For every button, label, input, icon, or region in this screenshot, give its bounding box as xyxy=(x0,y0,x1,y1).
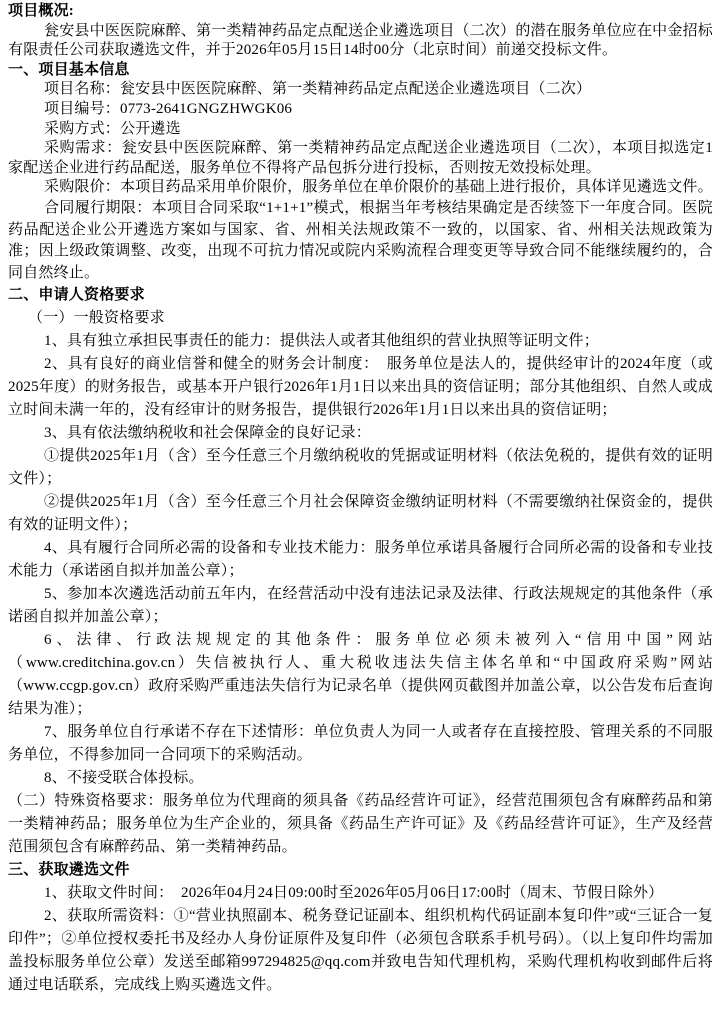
procurement-method-label: 采购方式： xyxy=(44,120,121,137)
procurement-method-line xyxy=(8,120,713,140)
qualification-item-7: 7、服务单位自行承诺不存在下述情形：单位负责人为同一人或者存在直接控股、管理关系的不同服务单位，不得参加同一合同项下的采购活动。 xyxy=(8,724,713,764)
qualification-item-1: 1、具有独立承担民事责任的能力：提供法人或者其他组织的营业执照等证明文件； xyxy=(44,333,599,350)
obtain-documents-item-1: 1、获取文件时间： 2026年04月24日09:00时至2026年05月06日17:00时（周末、节假日除外） xyxy=(44,885,664,902)
project-number-value: 0773-2641GNGZHWGK06 xyxy=(120,100,293,117)
contract-term-label: 合同履行期限： xyxy=(44,199,152,216)
price-limit-label: 采购限价： xyxy=(44,179,121,196)
qualifications-heading: 二、申请人资格要求 xyxy=(8,287,145,304)
tax-record-item-2: ②提供2025年1月（含）至今任意三个月社会保障资金缴纳证明材料（不需要缴纳社保资金的，提供有效的证明文件）； xyxy=(8,494,713,534)
basic-info-section xyxy=(8,61,713,285)
qualification-item-6: 6、法律、行政法规规定的其他条件：服务单位必须未被列入“信用中国”网站（www.creditchina.gov.cn）失信被执行人、重大税收违法失信主体名单和“中国政府采购”网站（www.ccgp.gov.cn）政府采购严重违法失信行为记录名单（提供网页截图并加盖公章，以公告发布后查询结果为准）； xyxy=(8,632,713,718)
special-qualifications-label: （二）特殊资格要求： xyxy=(8,793,163,810)
procurement-demand-line xyxy=(8,139,713,178)
special-qualifications-line xyxy=(8,790,713,859)
tax-record-item-1: ①提供2025年1月（含）至今任意三个月缴纳税收的凭据或证明材料（依法免税的，提供有效的证明文件）； xyxy=(8,448,713,488)
overview-section xyxy=(8,2,713,61)
project-number-line xyxy=(8,100,713,120)
price-limit-value: 本项目药品采用单价限价，服务单位在单价限价的基础上进行报价，具体详见遴选文件。 xyxy=(120,179,713,196)
contract-term-line xyxy=(8,198,713,284)
qualifications-section xyxy=(8,284,713,859)
qualification-item-8: 8、不接受联合体投标。 xyxy=(44,770,204,787)
qualification-item-2: 2、具有良好的商业信誉和健全的财务会计制度： 服务单位是法人的，提供经审计的2024年度（或2025年度）的财务报告，或基本开户银行2026年1月1日以来出具的资信证明；部分其他组织、自然人或成立时间未满一年的，没有经审计的财务报告，提供银行2026年1月1日以来出具的资信证明； xyxy=(8,356,713,419)
obtain-documents-section xyxy=(8,859,713,997)
overview-text: 瓮安县中医医院麻醉、第一类精神药品定点配送企业遴选项目（二次）的潜在服务单位应在中金招标有限责任公司获取遴选文件，并于2026年05月15日14时00分（北京时间）前递交投标文件。 xyxy=(8,22,713,59)
project-name-value: 瓮安县中医医院麻醉、第一类精神药品定点配送企业遴选项目（二次） xyxy=(120,81,592,98)
special-qualifications-value: 服务单位为代理商的须具备《药品经营许可证》，经营范围须包含有麻醉药品和第一类精神药品；服务单位为生产企业的，须具备《药品生产许可证》及《药品经营许可证》，生产及经营范围须包含有麻醉药品、第一类精神药品。 xyxy=(8,793,713,856)
obtain-documents-heading: 三、获取遴选文件 xyxy=(8,862,130,879)
qualification-item-3: 3、具有依法缴纳税收和社会保障金的良好记录： xyxy=(44,425,371,442)
project-name-label: 项目名称： xyxy=(44,81,121,98)
qualification-item-4: 4、具有履行合同所必需的设备和专业技术能力：服务单位承诺具备履行合同所必需的设备和专业技术能力（承诺函自拟并加盖公章）； xyxy=(8,540,713,580)
general-qualifications-heading: （一）一般资格要求 xyxy=(28,310,165,327)
qualification-item-5: 5、参加本次遴选活动前五年内，在经营活动中没有违法记录及法律、行政法规规定的其他条件（承诺函自拟并加盖公章）； xyxy=(8,586,713,626)
contract-term-value: 本项目合同采取“1+1+1”模式，根据当年考核结果确定是否续签下一年度合同。医院药品配送企业公开遴选方案如与国家、省、州相关法规政策不一致的，以国家、省、州相关法规政策为准；因上级政策调整、改变，出现不可抗力情况或院内采购流程合理变更等导致合同不能继续履约的，合同自然终止。 xyxy=(8,199,713,281)
procurement-method-value: 公开遴选 xyxy=(120,120,181,137)
overview-heading: 项目概况: xyxy=(8,3,74,19)
procurement-demand-label: 采购需求： xyxy=(44,140,122,157)
obtain-documents-item-2: 2、获取所需资料：①“营业执照副本、税务登记证副本、组织机构代码证副本复印件”或“三证合一复印件”；②单位授权委托书及经办人身份证原件及复印件（必须包含联系手机号码）。（以上复印件均需加盖投标服务单位公章）发送至邮箱997294825@qq.com并致电告知代理机构，采购代理机构收到邮件后将通过电话联系，完成线上购买遴选文件。 xyxy=(8,908,713,994)
procurement-demand-value: 瓮安县中医医院麻醉、第一类精神药品定点配送企业遴选项目（二次），本项目拟选定1家配送企业进行药品配送，服务单位不得将产品包拆分进行投标，否则按无效投标处理。 xyxy=(8,140,713,176)
price-limit-line xyxy=(8,178,713,198)
basic-info-heading: 一、项目基本信息 xyxy=(8,61,130,78)
project-name-line xyxy=(8,80,713,100)
project-number-label: 项目编号： xyxy=(44,100,121,117)
